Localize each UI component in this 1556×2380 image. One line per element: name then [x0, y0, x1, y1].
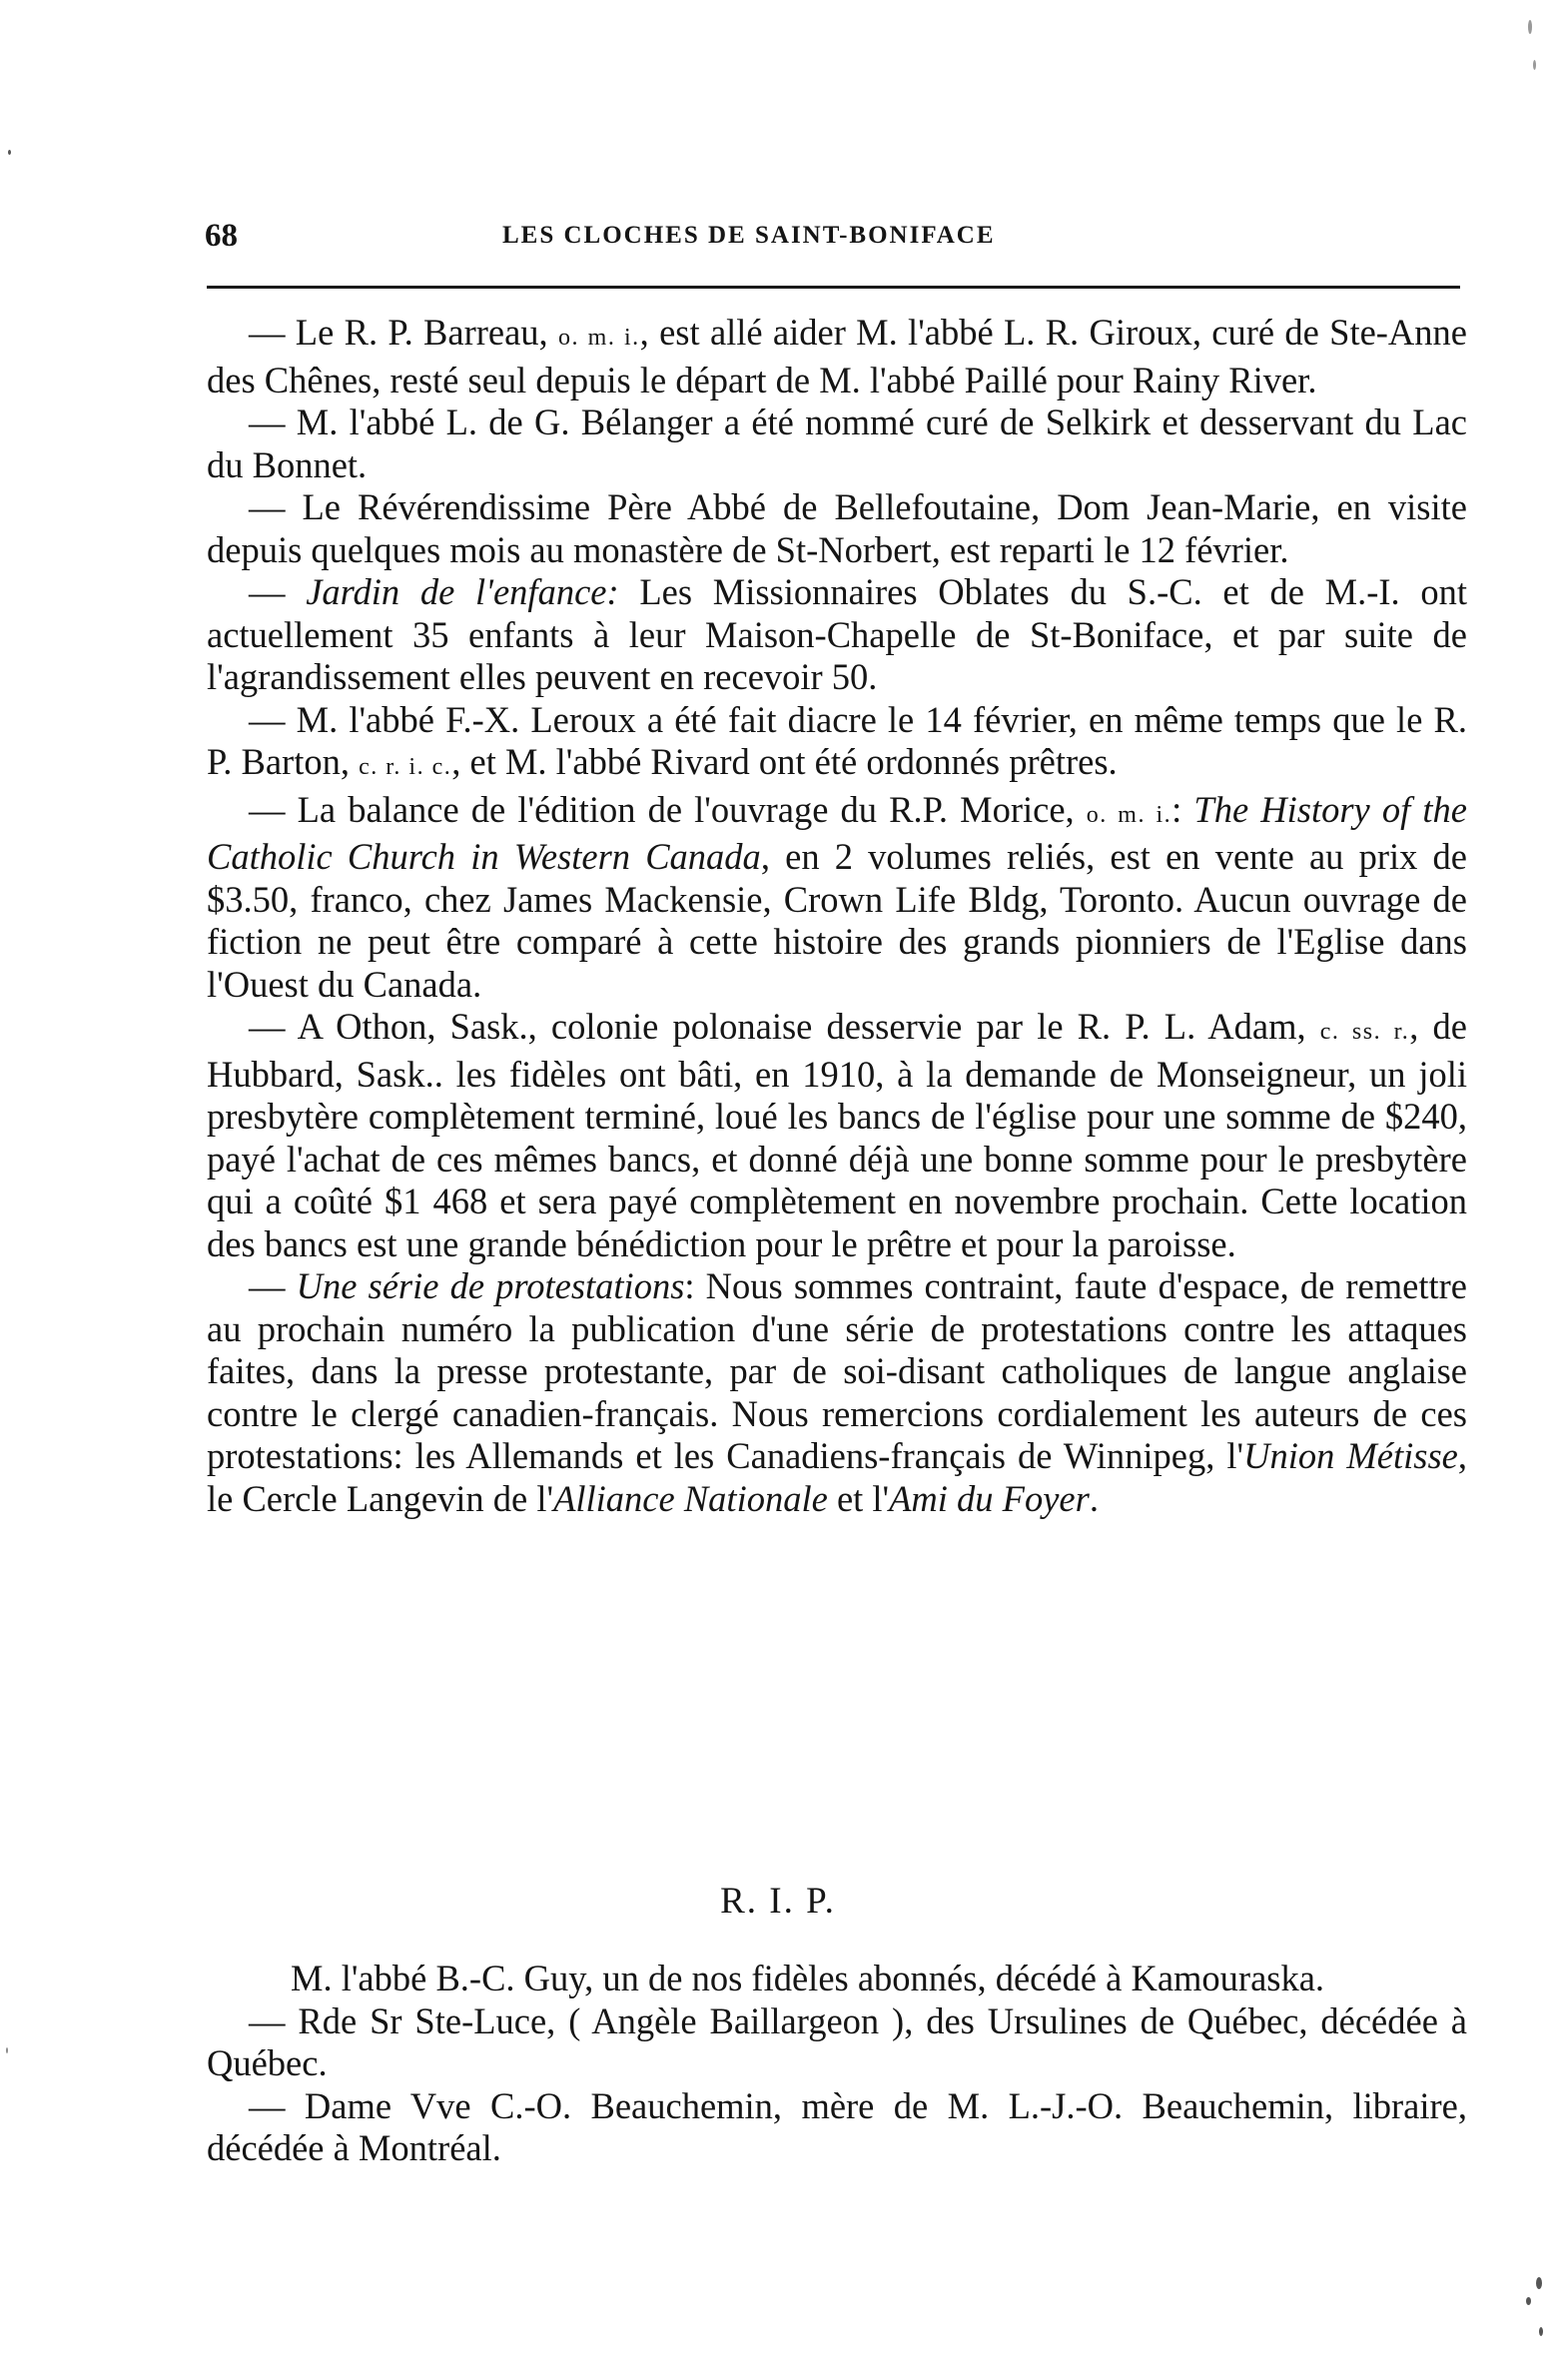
scan-speck	[1536, 2277, 1542, 2289]
religious-order-abbrev: c. r. i. c.	[359, 754, 452, 780]
scan-speck	[1539, 2327, 1543, 2336]
obituary-item: — Dame Vve C.-O. Beauchemin, mère de M. L.-J.-O. Beauchemin, libraire, décédée à Montréal.	[207, 2084, 1467, 2168]
religious-order-abbrev: o. m. i.	[557, 325, 640, 351]
italic-heading: Une série de protestations	[296, 1265, 685, 1306]
paragraph-leroux: — M. l'abbé F.-X. Leroux a été fait diacre le 14 février, en même temps que le R. P. Barton, c. r. i. c., et M. l'abbé Rivard ont été ordonnés prêtres.	[207, 698, 1467, 782]
scan-speck	[8, 150, 11, 155]
book-title: The History of the Catholic Church in Western Canada	[207, 788, 1467, 877]
running-head	[205, 218, 1463, 262]
publication-name: Ami du Foyer	[889, 1477, 1090, 1519]
paragraph-morice-book: — La balance de l'édition de l'ouvrage du R.P. Morice, o. m. i.: The History of the Catholic Church in Western Canada, en 2 volumes reliés, est en vente au prix de $3.50, franco, chez James Mackensie, Crown Life Bldg, Toronto. Aucun ouvrage de fiction ne peut être comparé à cette histoire des grands pionniers de l'Eglise dans l'Ouest du Canada.	[207, 788, 1467, 1005]
rip-heading: R. I. P.	[720, 1881, 836, 1922]
obituary-list	[207, 1958, 1467, 2170]
religious-order-abbrev: o. m. i.	[1086, 801, 1172, 828]
page-number: 68	[205, 218, 238, 254]
scan-speck	[1528, 20, 1532, 34]
news-column	[207, 312, 1467, 1520]
paragraph-protestations: — Une série de protestations: Nous sommes contraint, faute d'espace, de remettre au prochain numéro la publication d'une série de protestations contre les attaques faites, dans la presse protestante, par de soi-disant catholiques de langue anglaise contre le clergé canadien-français. Nous remercions cordialement les auteurs de ces protestations: les Allemands et les Canadiens-français de Winnipeg, l'Union Métisse, le Cercle Langevin de l'Alliance Nationale et l'Ami du Foyer.	[207, 1265, 1468, 1519]
publication-name: Alliance Nationale	[553, 1477, 828, 1519]
header-rule	[207, 286, 1460, 289]
obituary-item: — Rde Sr Ste-Luce, ( Angèle Baillargeon ), des Ursulines de Québec, décédée à Québec.	[207, 1999, 1467, 2083]
publication-name: Union Métisse	[1243, 1435, 1458, 1476]
running-title: LES CLOCHES DE SAINT-BONIFACE	[502, 222, 996, 249]
paragraph-jardin-enfance: — Jardin de l'enfance: Les Missionnaires Oblates du S.-C. et de M.-I. ont actuellement 35 enfants à leur Maison-Chapelle de St-Boniface, et par suite de l'agrandissement elles peuvent en recevoir 50.	[207, 571, 1467, 697]
scan-speck	[6, 2047, 8, 2053]
paragraph-othon: — A Othon, Sask., colonie polonaise desservie par le R. P. L. Adam, c. ss. r., de Hubbard, Sask.. les fidèles ont bâti, en 1910, à la demande de Monseigneur, un joli presbytère complètement terminé, loué les bancs de l'église pour une somme de $240, payé l'achat de ces mêmes bancs, et donné déjà une bonne somme pour le presbytère qui a coûté $1 468 et sera payé complètement en novembre prochain. Cette location des bancs est une grande bénédiction pour le prêtre et pour la paroisse.	[207, 1006, 1467, 1264]
paragraph-belanger: — M. l'abbé L. de G. Bélanger a été nommé curé de Selkirk et desservant du Lac du Bonnet.	[207, 401, 1467, 485]
obituary-item: M. l'abbé B.-C. Guy, un de nos fidèles abonnés, décédé à Kamouraska.	[291, 1958, 1325, 1998]
scan-speck	[1533, 60, 1536, 70]
scan-speck	[1526, 2297, 1531, 2305]
paragraph-barreau: — Le R. P. Barreau, o. m. i., est allé aider M. l'abbé L. R. Giroux, curé de Ste-Anne des Chênes, resté seul depuis le départ de M. l'abbé Paillé pour Rainy River.	[207, 312, 1467, 400]
italic-heading: Jardin de l'enfance:	[306, 571, 619, 612]
religious-order-abbrev: c. ss. r.	[1319, 1019, 1410, 1045]
paragraph-abbe-bellefontaine: — Le Révérendissime Père Abbé de Bellefoutaine, Dom Jean-Marie, en visite depuis quelques mois au monastère de St-Norbert, est reparti le 12 février.	[207, 486, 1467, 570]
